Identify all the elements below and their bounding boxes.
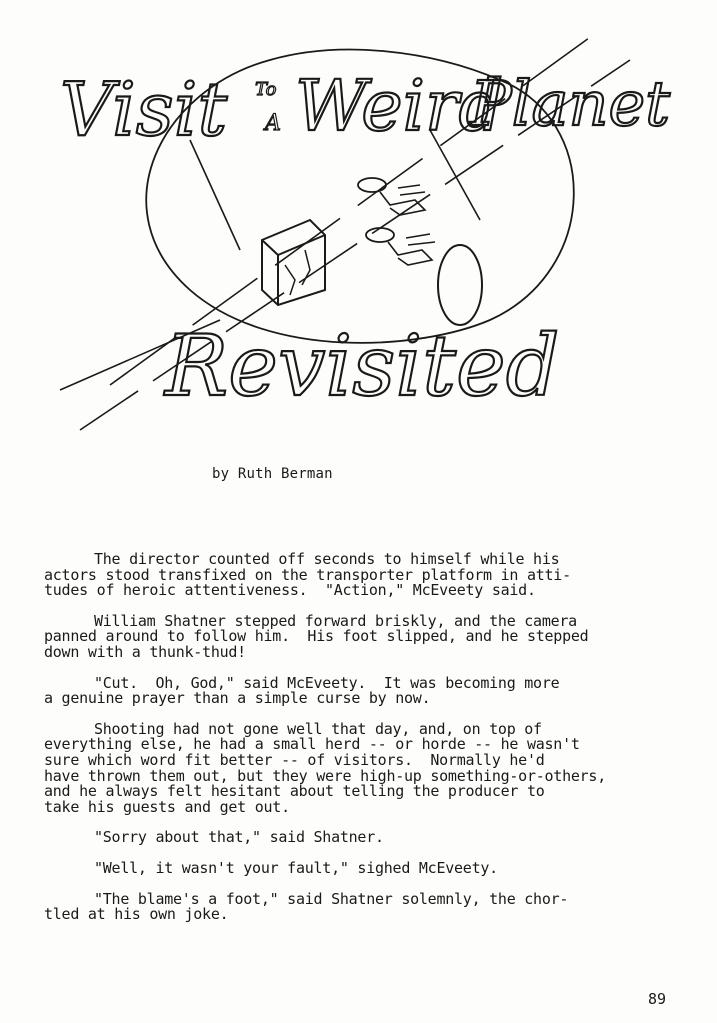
title-word-weird: Weird: [295, 65, 504, 147]
title-word-revisited: Revisited: [165, 317, 560, 415]
story-line: "Sorry about that," said Shatner.: [94, 828, 384, 847]
story-line: The director counted off seconds to himself while his: [94, 550, 560, 568]
story-line: take his guests and get out.: [44, 797, 290, 816]
title-word-planet: Planet: [470, 67, 671, 140]
story-line: sure which word fit better -- of visitors. Normally he'd: [44, 750, 545, 769]
story-line: a genuine prayer than a simple curse by now.: [44, 689, 431, 708]
story-paragraph: [44, 858, 716, 877]
story-line: down with a thunk-thud!: [44, 642, 246, 661]
story-line: tled at his own joke.: [44, 905, 229, 924]
story-line: and he always felt hesitant about telling the producer to: [44, 782, 545, 801]
page-number: 89: [648, 990, 667, 1008]
story-paragraph: [44, 611, 716, 661]
story-line: panned around to follow him. His foot slipped, and he stepped: [44, 627, 589, 646]
story-line: everything else, he had a small herd -- or horde -- he wasn't: [44, 735, 580, 754]
story-line: tudes of heroic attentiveness. "Action," McEveety said.: [44, 581, 536, 600]
story-paragraph: [44, 719, 716, 816]
story-line: actors stood transfixed on the transporter platform in atti-: [44, 565, 571, 584]
orbit-line-4: [190, 140, 240, 250]
story-paragraph: [44, 673, 716, 708]
title-word-a: A: [265, 111, 281, 136]
story-line: "Cut. Oh, God," said McEveety. It was becoming more: [94, 673, 560, 692]
story-line: Shooting had not gone well that day, and, on top of: [94, 719, 542, 738]
story-line: "The blame's a foot," said Shatner solemnly, the chor-: [94, 889, 569, 908]
byline: by Ruth Berman: [212, 466, 333, 482]
title-illustration: [40, 20, 680, 450]
story-paragraph: [44, 552, 716, 599]
title-word-visit: Visit: [60, 67, 228, 153]
story-line: William Shatner stepped forward briskly, and the camera: [94, 611, 577, 630]
story-body: [44, 552, 716, 938]
title-word-to: To: [255, 79, 277, 100]
starships-drawing: [358, 178, 435, 265]
box-drawing: [262, 220, 325, 305]
story-line: have thrown them out, but they were high-up something-or-others,: [44, 766, 606, 785]
story-paragraph: [44, 889, 716, 924]
story-paragraph: [44, 830, 716, 846]
title-drawing: [40, 20, 680, 450]
moon-oval: [438, 245, 482, 325]
story-line: "Well, it wasn't your fault," sighed McEveety.: [94, 858, 498, 877]
